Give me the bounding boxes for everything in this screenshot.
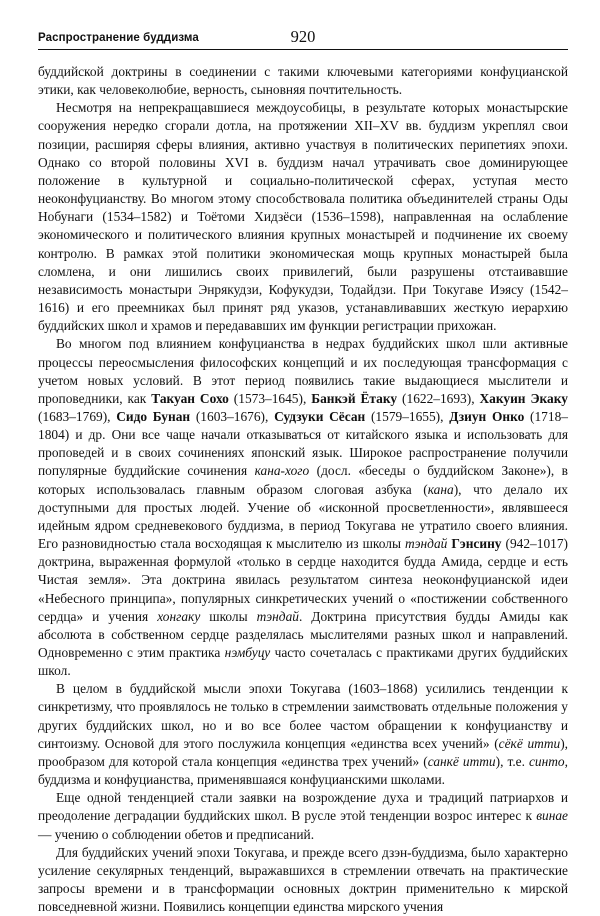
text-run: (1683–1769), [38, 408, 117, 424]
term-shinto: синто [528, 753, 565, 769]
text-run: ), что делало их доступными для простых людей. Учение об «исконной просветленности», являвшееся идейным ядром средневекового буддизма, в период Токугава не утратило своего влияния. Его разновидностью стала восходящая к мыслителю из школы [38, 481, 568, 552]
text-run: . Доктрина присутствия будды Амиды как абсолюта в собственном сердце разделялась мыслителями разных школ и направлений. Одновременно с этим практика [38, 608, 568, 660]
text-run: (досл. «беседы о буддийском Законе»), в которых использовалась главным образом слоговая азбука ( [38, 463, 568, 497]
text-run: ), прообразом для которой стала концепция «единства трех учений» ( [38, 735, 568, 769]
text-run: , буддизма и конфуцианства, применявшаяся конфуцианскими школами. [38, 753, 568, 788]
name-hakuin-ekaku: Хакуин Экаку [479, 390, 568, 406]
term-kana-hogo: кана-хого [254, 463, 310, 479]
name-takuan-soho: Такуан Сохо [151, 390, 229, 406]
page-header [38, 27, 568, 50]
term-shokyo-itchi: сёкё итти [498, 735, 561, 751]
text-run: Еще одной тенденцией стали заявки на возрождение духа и традиций патриархов и преодоление деградации буддийских школ. В русле этой тенденции возрос интерес к [38, 790, 568, 824]
name-genshin: Гэнсину [451, 536, 502, 552]
paragraph-1: буддийской доктрины в соединении с такими ключевыми категориями конфуцианской этики, как человеколюбие, верность, сыновняя почтительность. [38, 64, 568, 98]
text-run: В целом в буддийской мысли эпохи Токугава (1603–1868) усилились тенденции к синкретизму, что проявлялось не только в стремлении заимствовать отдельные положения у других буддийских школ, но и во все более частом обращении к конфуцианству и синтоизму. Основой для этого послужила концепция «единства всех учений» ( [38, 681, 568, 751]
running-head: Распространение буддизма [38, 32, 199, 44]
text-run: ), т.е. [495, 753, 529, 769]
paragraph-5 [38, 789, 568, 843]
text-run: (1573–1645), [228, 390, 312, 406]
paragraph-6: Для буддийских учений эпохи Токугава, и прежде всего дзэн-буддизма, было характерно усиление секулярных тенденций, выражавшихся в стремлении отвечать на практические запросы времени и в трансформации основных доктрин применительно к мирской повседневной жизни. Появились концепции единства мирского учения [38, 844, 568, 915]
book-page [38, 27, 568, 916]
name-jiun-onko: Дзиун Онко [449, 408, 525, 424]
name-bankei-yotaku: Банкэй Ётаку [311, 390, 398, 406]
term-sankyo-itchi: санкё итти [427, 753, 496, 769]
text-run: (1622–1693), [397, 390, 480, 406]
text-run: (942–1017) доктрина, выраженная формулой «только в сердце находится будда Амида, сердце и есть Чистая земля». Эта доктрина явилась результатом синтеза неоконфуцианской идеи «Небесного принципа», популярных синкретических учений о «постижении собственного сердца» и учения [38, 536, 568, 624]
header-rule [38, 49, 568, 50]
text-run: (1718–1804) и др. Они все чаще начали отказываться от китайского языка и использовать для проповедей и в своих сочинениях японский язык. Широкое распространение получили популярные буддийские сочинения [38, 408, 568, 479]
body-text [38, 63, 568, 916]
text-run: — учению о соблюдении обетов и предписаний. [38, 826, 315, 842]
term-nembutsu: нэмбуцу [224, 645, 271, 660]
term-kana: кана [427, 481, 454, 497]
term-vinaya: винае [536, 808, 568, 824]
text-run: школы [200, 608, 257, 624]
text-run: (1603–1676), [190, 408, 275, 424]
name-shido-bunan: Сидо Бунан [116, 408, 191, 424]
text-run: (1579–1655), [365, 408, 450, 424]
term-hongaku: хонгаку [157, 608, 201, 624]
text-run: Во многом под влиянием конфуцианства в недрах буддийских школ шли активные процессы переосмысления философских концепций и их последующая трансформация с учетом новых условий. В этот период появились такие выдающиеся мыслители и проповедники, как [38, 336, 568, 406]
name-suzuki-shosan: Судзуки Сёсан [274, 408, 366, 424]
paragraph-2: Несмотря на непрекращавшиеся междоусобицы, в результате которых монастырские сооружения нередко сгорали дотла, на протяжении XII–XV вв. буддизм укреплял свои позиции, расширяя сферы влияния, активно участвуя в политических перипетиях эпохи. Однако со второй половины XVI в. буддизм начал утрачивать свое доминирующее положение в культурной и социально-политической сферах, уступая место неоконфуцианству. Во многом этому способствовала политика объединителей страны Оды Нобунаги (1534–1582) и Тоётоми Хидзёси (1536–1598), направленная на ослабление экономического и политического влияния крупных монастырей и подчинение их своему контролю. В рамках этой политики экономическая мощь крупных монастырей была сломлена, и они лишились своих привилегий, были разрушены отстаивавшие независимость монастыри Энрякудзи, Кофукудзи, Тодайдзи. При Токугаве Иэясу (1542–1616) и его преемниках был принят ряд указов, устанавливавших жесткую иерархию буддийских школ и храмов и передававших им функции регистрации прихожан. [38, 100, 568, 334]
term-tendai: тэндай [256, 608, 299, 624]
paragraph-4 [38, 680, 568, 789]
paragraph-3 [38, 335, 568, 680]
term-tendai: тэндай [404, 536, 448, 552]
page-number: 920 [290, 27, 316, 46]
text-run: часто сочеталась с практиками других буддийских школ. [38, 645, 568, 679]
